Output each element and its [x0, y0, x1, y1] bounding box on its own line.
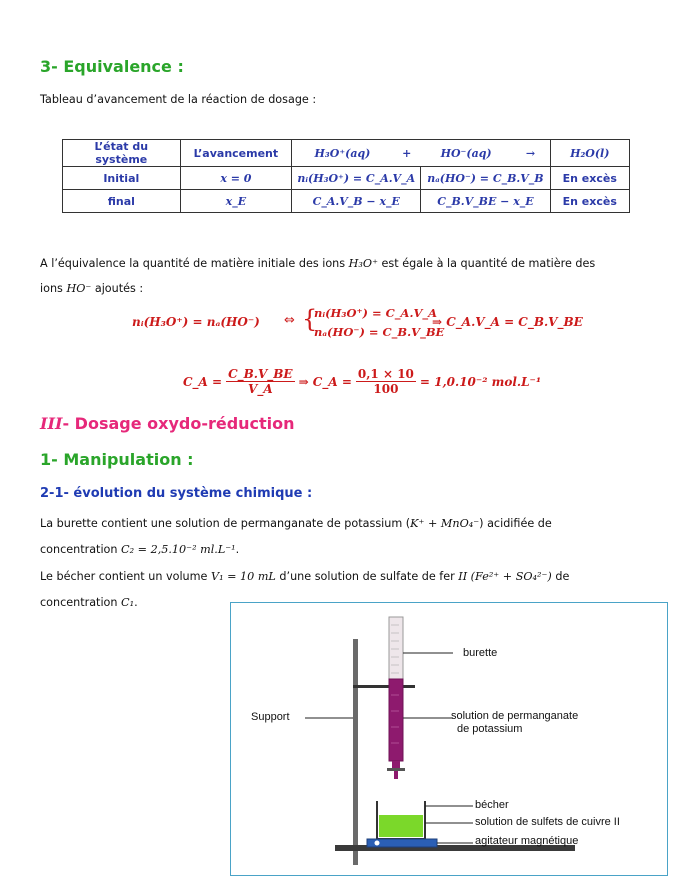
burette-paragraph-line1	[40, 517, 552, 531]
roman-numeral: III	[40, 414, 63, 433]
v1-value: V₁ = 10 mL	[210, 570, 276, 583]
burette-tip	[392, 761, 400, 769]
system-brace: {	[302, 305, 318, 333]
burette-nozzle	[394, 771, 398, 779]
support-rod	[353, 639, 358, 865]
advancement-table	[62, 139, 630, 213]
eq2-mid: ⇒ C_A =	[298, 374, 352, 389]
eq2-lhs: C_A =	[183, 374, 223, 389]
cell-xe: x_E	[180, 190, 292, 213]
system-eq-1: nᵢ(H₃O⁺) = C_A.V_A	[314, 306, 438, 320]
ho-formula: HO⁻	[66, 282, 92, 295]
section-title-equivalence: 3- Equivalence :	[40, 57, 184, 76]
text: .	[235, 543, 240, 556]
text: concentration	[40, 543, 122, 556]
section-title-text: - Dosage oxydo-réduction	[62, 414, 295, 433]
table-row	[63, 167, 630, 190]
fraction-2	[356, 367, 416, 396]
becher-paragraph-line2	[40, 596, 138, 610]
stopcock	[387, 768, 405, 771]
text: ) acidifiée de	[479, 517, 552, 530]
text: ions	[40, 282, 67, 295]
label-permanganate-2: de potassium	[457, 723, 523, 735]
table-header-row	[63, 140, 630, 167]
header-ho: HO⁻(aq)	[421, 140, 511, 167]
burette-tube	[389, 617, 403, 687]
text: concentration	[40, 596, 122, 609]
system-eq-2: nₐ(HO⁻) = C_B.V_BE	[314, 325, 445, 339]
equivalence-paragraph-line2	[40, 282, 143, 296]
burette-paragraph-line2	[40, 543, 239, 557]
text: est égale à la quantité de matière des	[377, 257, 596, 270]
cell-na-ho: nₐ(HO⁻) = C_B.V_B	[421, 167, 550, 190]
permanganate-solution	[389, 679, 403, 761]
fraction-1-denominator: V_A	[248, 382, 273, 396]
label-support: Support	[251, 711, 290, 723]
c2-value: C₂ = 2,5.10⁻² ml.L⁻¹	[121, 543, 236, 556]
header-h3o: H₃O⁺(aq)	[292, 140, 393, 167]
fraction-2-numerator: 0,1 × 10	[357, 367, 414, 381]
table-intro: Tableau d’avancement de la réaction de dosage :	[40, 93, 317, 106]
cell-h3o-final: C_A.V_B − x_E	[292, 190, 421, 213]
cell-initial: Initial	[63, 167, 181, 190]
text: .	[134, 596, 138, 609]
subsection-title: 2-1- évolution du système chimique :	[40, 486, 313, 501]
header-arrow: →	[511, 140, 550, 167]
section-title-dosage-redox	[40, 414, 295, 433]
header-h2o: H₂O(l)	[550, 140, 629, 167]
header-advancement: L’avancement	[180, 140, 292, 167]
stirrer-knob	[375, 841, 380, 846]
eq2-result: = 1,0.10⁻² mol.L⁻¹	[419, 374, 542, 389]
fraction-2-denominator: 100	[373, 382, 399, 396]
iron-sulfate-formula: (Fe²⁺ + SO₄²⁻)	[467, 570, 552, 583]
text: d’une solution de sulfate de fer	[275, 570, 459, 583]
cell-excess-2: En excès	[550, 190, 629, 213]
permanganate-formula: K⁺ + MnO₄⁻	[410, 517, 480, 530]
header-plus: +	[393, 140, 421, 167]
cell-final: final	[63, 190, 181, 213]
cell-ho-final: C_B.V_BE − x_E	[421, 190, 550, 213]
text: La burette contient une solution de permanganate de potassium (	[40, 517, 411, 530]
table-row	[63, 190, 630, 213]
section-title-manipulation: 1- Manipulation :	[40, 450, 194, 469]
roman-ii: II	[458, 570, 468, 583]
cell-ni-h3o: nᵢ(H₃O⁺) = C_A.V_A	[292, 167, 421, 190]
label-copper-sulfate: solution de sulfets de cuivre II	[475, 816, 620, 828]
equation-equality: nᵢ(H₃O⁺) = nₐ(HO⁻)	[132, 315, 260, 329]
concentration-equation	[183, 367, 541, 396]
label-becher: bécher	[475, 799, 509, 811]
fraction-1	[226, 367, 294, 396]
titration-setup-drawing	[231, 603, 667, 875]
equivalence-paragraph-line1	[40, 257, 595, 271]
titration-figure	[230, 602, 668, 876]
label-permanganate-1: solution de permanganate	[451, 710, 579, 722]
equivalence-arrow: ⇔	[284, 313, 295, 328]
text: A l’équivalence la quantité de matière initiale des ions	[40, 257, 349, 270]
text: ajoutés :	[91, 282, 144, 295]
h3o-formula: H₃O⁺	[348, 257, 378, 270]
label-burette: burette	[463, 647, 498, 659]
fraction-1-numerator: C_B.V_BE	[228, 367, 293, 381]
text: Le bécher contient un volume	[40, 570, 211, 583]
text: de	[551, 570, 570, 583]
cell-excess-1: En excès	[550, 167, 629, 190]
cell-x0: x = 0	[180, 167, 292, 190]
copper-sulfate-solution	[379, 815, 423, 837]
burette-clamp	[353, 685, 415, 688]
becher-paragraph-line1	[40, 570, 569, 584]
header-state: L’état du système	[63, 140, 181, 167]
equation-result: ⇒ C_A.V_A = C_B.V_BE	[432, 315, 583, 329]
label-stirrer: agitateur magnétique	[475, 835, 579, 847]
c1-symbol: C₁	[121, 596, 135, 609]
